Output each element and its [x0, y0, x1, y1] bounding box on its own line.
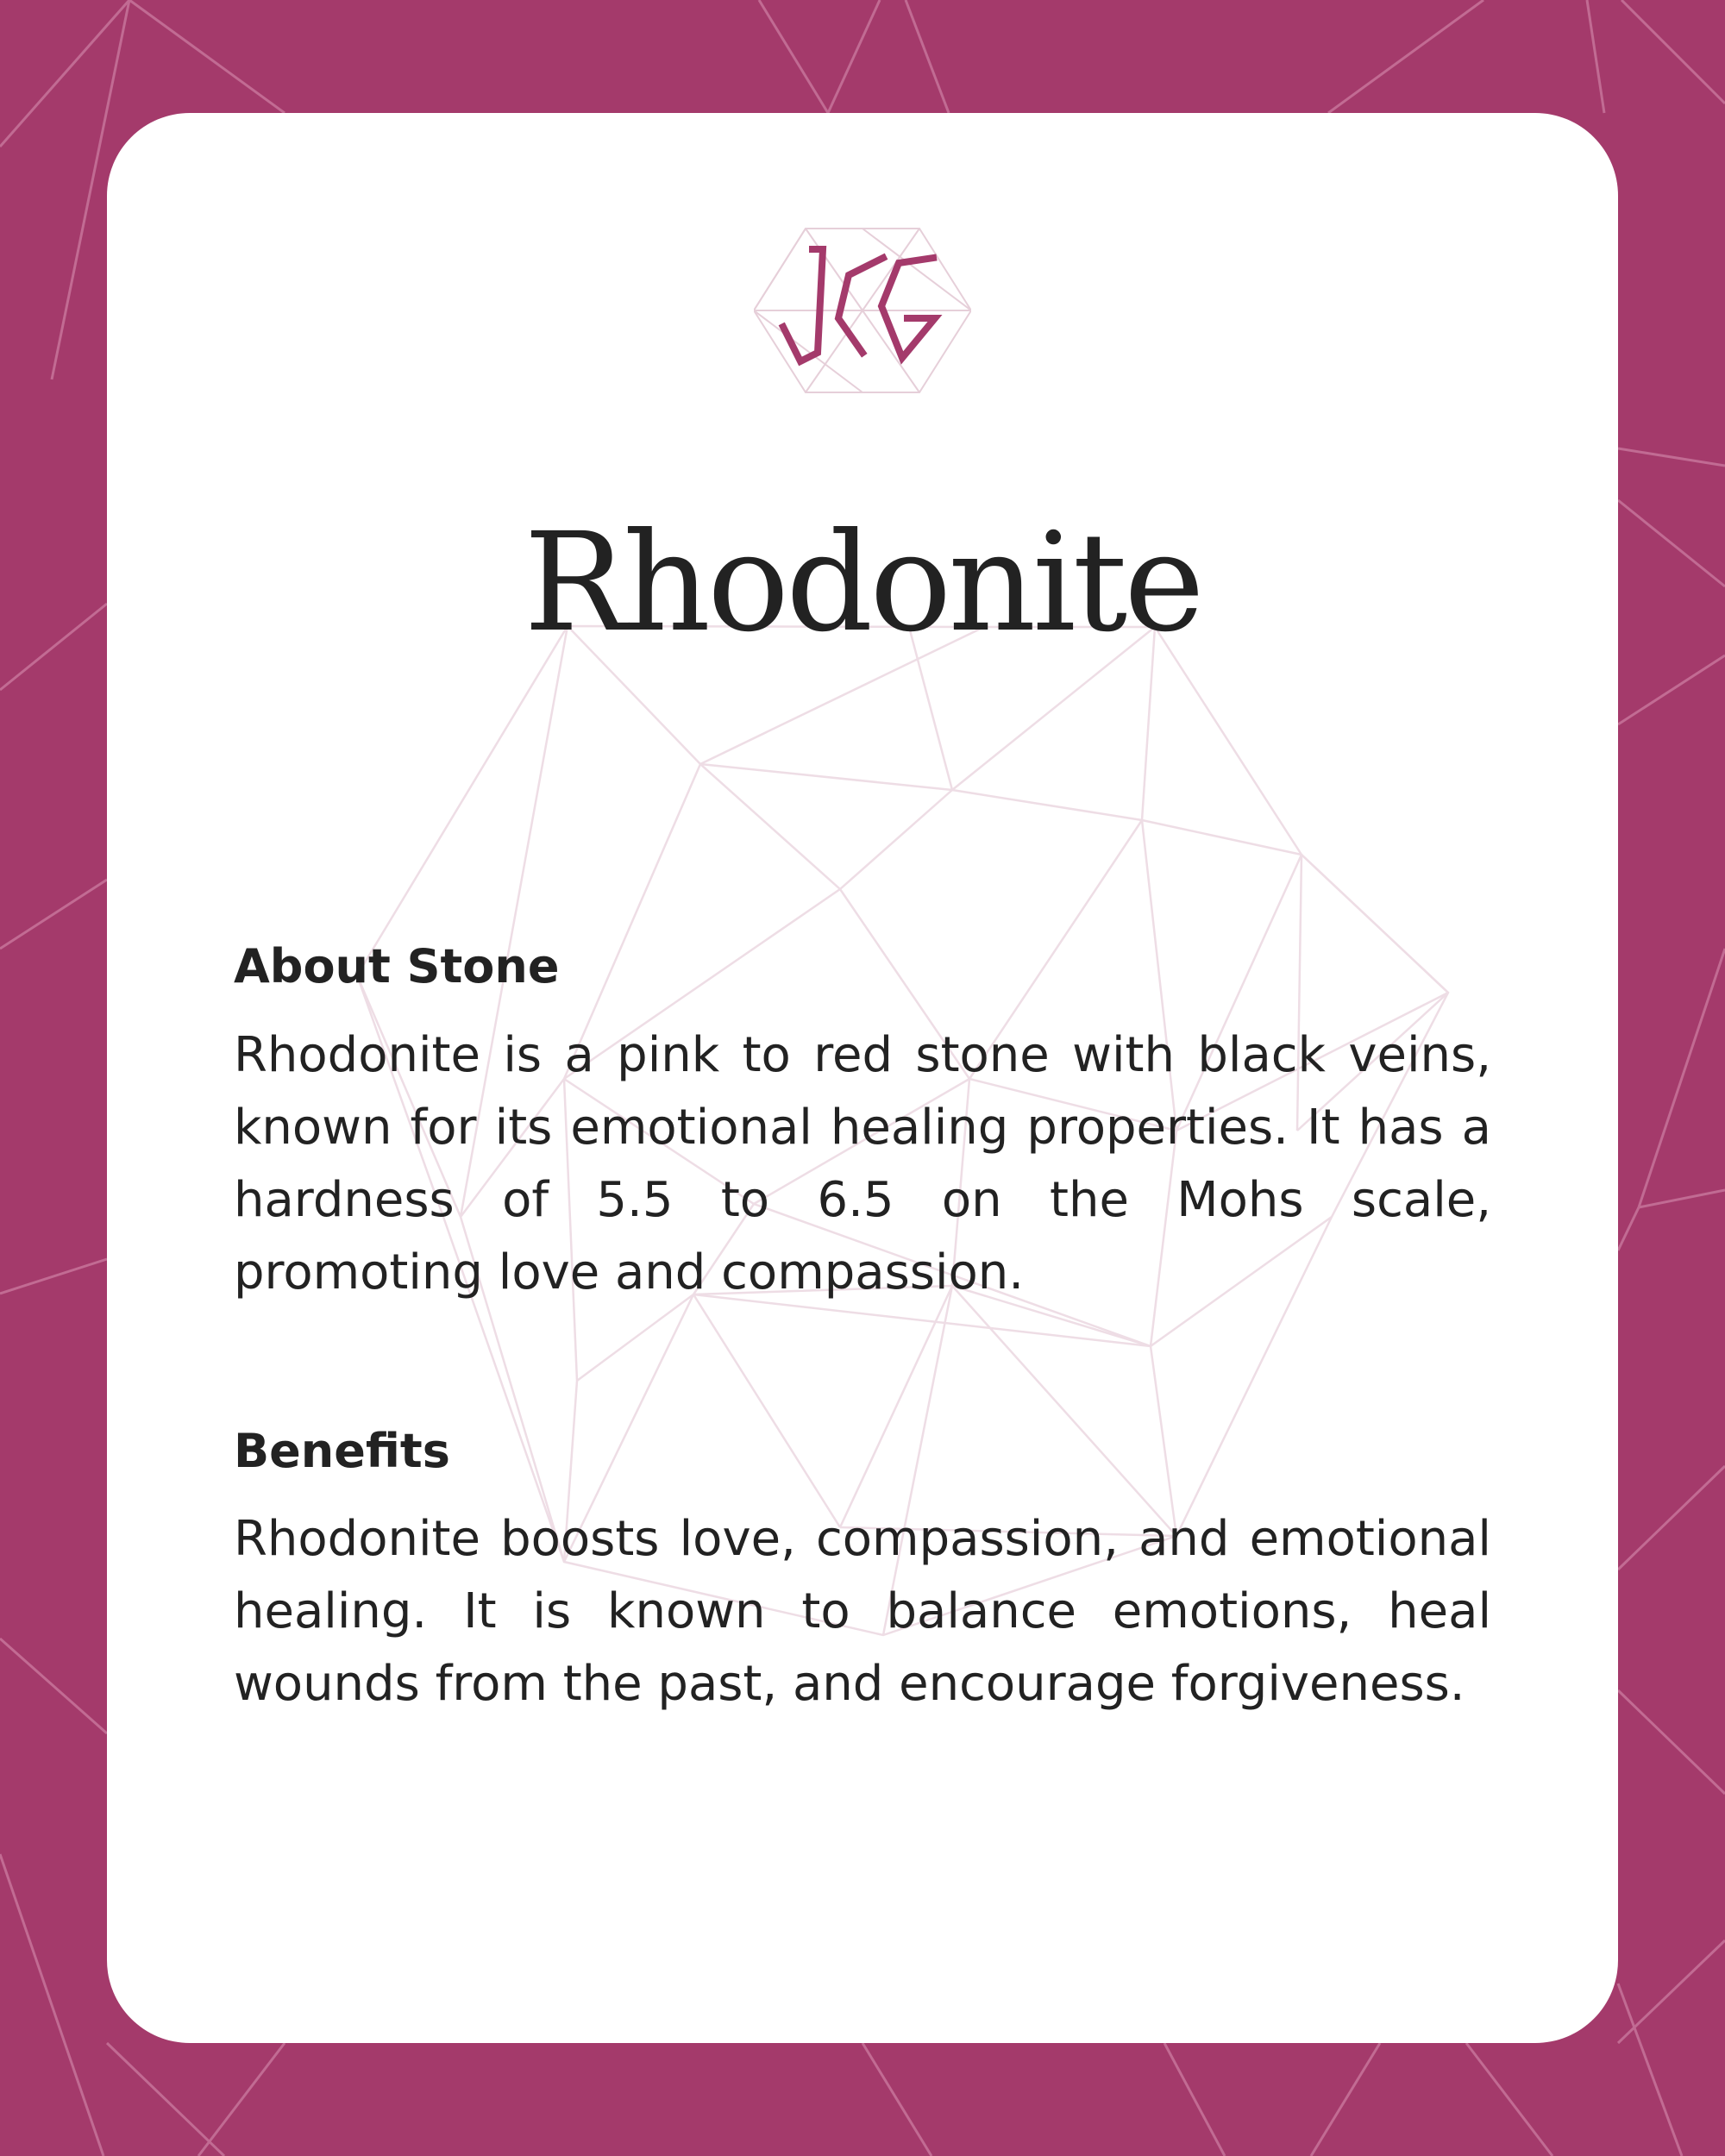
- benefits-heading: Benefits: [234, 1424, 450, 1478]
- benefits-text: Rhodonite boosts love, compassion, and emotional healing. It is known to balance emotions, heal wounds from the past, and encourage forgiveness.: [234, 1511, 1491, 1712]
- stone-title: Rhodonite: [524, 504, 1201, 662]
- stone-card: [107, 113, 1618, 2043]
- about-stone-text: Rhodonite is a pink to red stone with black veins, known for its emotional healing properties. It has a hardness of 5.5 to 6.5 on the Mohs scale, promoting love and compassion.: [234, 1027, 1491, 1300]
- jcg-crystal-logo: [754, 223, 971, 398]
- about-stone-heading: About Stone: [234, 939, 560, 993]
